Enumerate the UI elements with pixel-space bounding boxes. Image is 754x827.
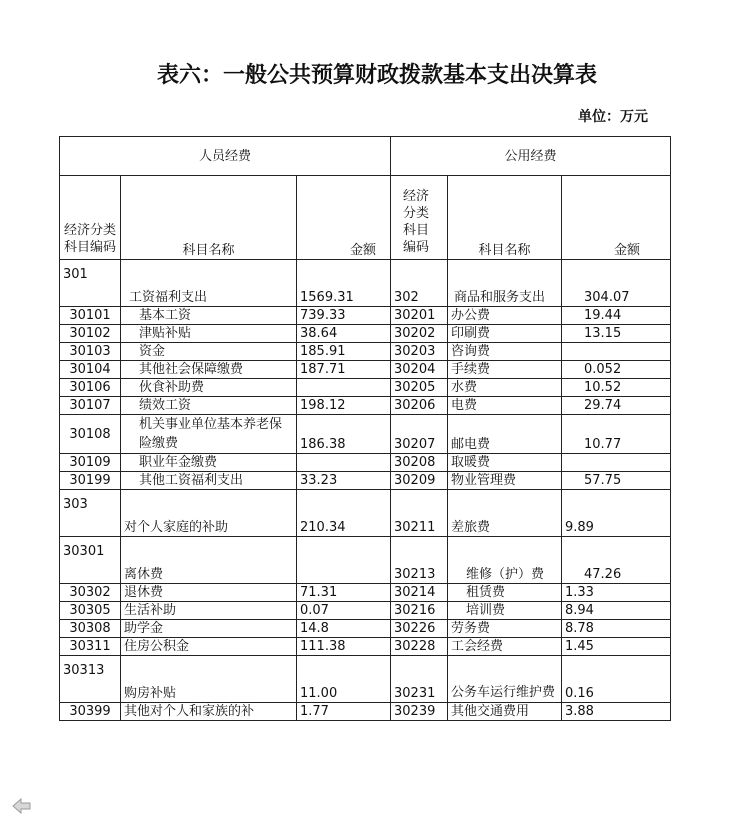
row-left-name: 其他对个人和家族的补 [121, 703, 297, 721]
row-right-name: 商品和服务支出 [448, 260, 562, 307]
row-left-name: 离休费 [121, 537, 297, 584]
row-left-code: 301 [60, 260, 121, 307]
row-right-code: 30211 [391, 490, 448, 537]
row-right-code: 30239 [391, 703, 448, 721]
row-right-amount: 47.26 [562, 537, 671, 584]
row-right-amount: 304.07 [562, 260, 671, 307]
header-left-code: 经济分类科目编码 [60, 176, 121, 260]
row-left-name: 资金 [121, 343, 297, 361]
row-left-name: 机关事业单位基本养老保险缴费 [121, 415, 297, 454]
row-left-name: 工资福利支出 [121, 260, 297, 307]
column-header-row [60, 176, 671, 260]
row-right-name: 物业管理费 [448, 472, 562, 490]
table-row [60, 584, 671, 602]
row-left-amount: 33.23 [297, 472, 391, 490]
expenditure-table [59, 136, 671, 721]
row-left-amount: 14.8 [297, 620, 391, 638]
row-right-name: 工会经费 [448, 638, 562, 656]
row-left-amount: 38.64 [297, 325, 391, 343]
row-left-name: 住房公积金 [121, 638, 297, 656]
row-right-amount: 8.78 [562, 620, 671, 638]
row-left-name: 其他工资福利支出 [121, 472, 297, 490]
row-left-name: 基本工资 [121, 307, 297, 325]
row-right-name: 办公费 [448, 307, 562, 325]
row-right-name: 水费 [448, 379, 562, 397]
header-right-name: 科目名称 [448, 176, 562, 260]
header-right-amount: 金额 [562, 176, 671, 260]
row-right-amount: 10.52 [562, 379, 671, 397]
table-row [60, 415, 671, 454]
row-right-amount: 19.44 [562, 307, 671, 325]
group-personnel: 人员经费 [60, 137, 391, 176]
row-right-code: 30209 [391, 472, 448, 490]
row-left-amount: 1.77 [297, 703, 391, 721]
table-row [60, 620, 671, 638]
row-left-amount: 187.71 [297, 361, 391, 379]
row-left-amount: 111.38 [297, 638, 391, 656]
row-left-code: 30104 [60, 361, 121, 379]
row-left-name: 生活补助 [121, 602, 297, 620]
row-left-amount: 198.12 [297, 397, 391, 415]
table-row [60, 361, 671, 379]
row-left-code: 30109 [60, 454, 121, 472]
row-right-code: 30202 [391, 325, 448, 343]
row-right-code: 30216 [391, 602, 448, 620]
row-right-code: 302 [391, 260, 448, 307]
row-left-name: 其他社会保障缴费 [121, 361, 297, 379]
row-right-amount: 29.74 [562, 397, 671, 415]
row-right-name: 手续费 [448, 361, 562, 379]
row-right-code: 30203 [391, 343, 448, 361]
row-right-amount: 9.89 [562, 490, 671, 537]
row-left-amount: 210.34 [297, 490, 391, 537]
row-left-code: 30301 [60, 537, 121, 584]
row-right-name: 取暖费 [448, 454, 562, 472]
row-right-amount: 1.33 [562, 584, 671, 602]
table-row [60, 325, 671, 343]
row-left-amount: 1569.31 [297, 260, 391, 307]
table-row [60, 260, 671, 307]
table-row [60, 472, 671, 490]
row-left-code: 30199 [60, 472, 121, 490]
page-title: 表六：一般公共预算财政拨款基本支出决算表 [156, 62, 597, 88]
table-row [60, 307, 671, 325]
row-left-code: 30106 [60, 379, 121, 397]
header-right-code: 经济分类科目编码 [391, 176, 448, 260]
group-header-row [60, 137, 671, 176]
row-left-code: 30107 [60, 397, 121, 415]
row-left-code: 30311 [60, 638, 121, 656]
row-right-amount: 8.94 [562, 602, 671, 620]
row-right-code: 30228 [391, 638, 448, 656]
row-left-code: 30313 [60, 656, 121, 703]
row-left-amount: 185.91 [297, 343, 391, 361]
table-row [60, 397, 671, 415]
row-right-amount: 10.77 [562, 415, 671, 454]
row-left-amount [297, 537, 391, 584]
row-right-code: 30206 [391, 397, 448, 415]
back-arrow-icon[interactable] [12, 798, 32, 814]
row-right-name: 电费 [448, 397, 562, 415]
row-left-code: 30103 [60, 343, 121, 361]
row-left-code: 30302 [60, 584, 121, 602]
row-left-amount: 186.38 [297, 415, 391, 454]
row-right-code: 30204 [391, 361, 448, 379]
row-left-amount: 739.33 [297, 307, 391, 325]
row-right-code: 30226 [391, 620, 448, 638]
row-right-amount: 1.45 [562, 638, 671, 656]
row-right-amount: 3.88 [562, 703, 671, 721]
row-right-amount [562, 454, 671, 472]
row-left-code: 30102 [60, 325, 121, 343]
table-row [60, 343, 671, 361]
row-left-amount [297, 454, 391, 472]
row-left-amount: 11.00 [297, 656, 391, 703]
row-right-amount: 0.052 [562, 361, 671, 379]
group-public: 公用经费 [391, 137, 671, 176]
row-left-name: 绩效工资 [121, 397, 297, 415]
row-left-name: 对个人家庭的补助 [121, 490, 297, 537]
row-right-amount: 13.15 [562, 325, 671, 343]
row-left-amount [297, 379, 391, 397]
row-left-code: 30308 [60, 620, 121, 638]
row-right-code: 30205 [391, 379, 448, 397]
row-right-name: 差旅费 [448, 490, 562, 537]
row-left-name: 购房补贴 [121, 656, 297, 703]
table-row [60, 602, 671, 620]
row-right-code: 30207 [391, 415, 448, 454]
row-right-code: 30231 [391, 656, 448, 703]
row-left-name: 职业年金缴费 [121, 454, 297, 472]
row-right-code: 30214 [391, 584, 448, 602]
row-right-amount [562, 343, 671, 361]
row-left-code: 30305 [60, 602, 121, 620]
table-row [60, 638, 671, 656]
row-left-code: 30399 [60, 703, 121, 721]
unit-label: 单位：万元 [578, 109, 648, 125]
row-right-code: 30208 [391, 454, 448, 472]
row-right-name: 租赁费 [448, 584, 562, 602]
table-row [60, 656, 671, 703]
row-right-name: 咨询费 [448, 343, 562, 361]
row-right-amount: 57.75 [562, 472, 671, 490]
row-right-code: 30201 [391, 307, 448, 325]
header-left-amount: 金额 [297, 176, 391, 260]
table-row [60, 454, 671, 472]
row-left-name: 助学金 [121, 620, 297, 638]
row-right-name: 培训费 [448, 602, 562, 620]
row-right-amount: 0.16 [562, 656, 671, 703]
row-right-code: 30213 [391, 537, 448, 584]
row-left-amount: 71.31 [297, 584, 391, 602]
row-left-name: 津贴补贴 [121, 325, 297, 343]
header-left-name: 科目名称 [121, 176, 297, 260]
row-left-code: 303 [60, 490, 121, 537]
row-right-name: 其他交通费用 [448, 703, 562, 721]
table-row [60, 490, 671, 537]
table-row [60, 379, 671, 397]
row-left-code: 30101 [60, 307, 121, 325]
row-left-amount: 0.07 [297, 602, 391, 620]
row-right-name: 公务车运行维护费 [448, 656, 562, 703]
row-left-name: 退休费 [121, 584, 297, 602]
row-right-name: 邮电费 [448, 415, 562, 454]
row-left-code: 30108 [60, 415, 121, 454]
table-row [60, 537, 671, 584]
table-row [60, 703, 671, 721]
row-left-name: 伙食补助费 [121, 379, 297, 397]
row-right-name: 劳务费 [448, 620, 562, 638]
row-right-name: 维修（护）费 [448, 537, 562, 584]
row-right-name: 印刷费 [448, 325, 562, 343]
